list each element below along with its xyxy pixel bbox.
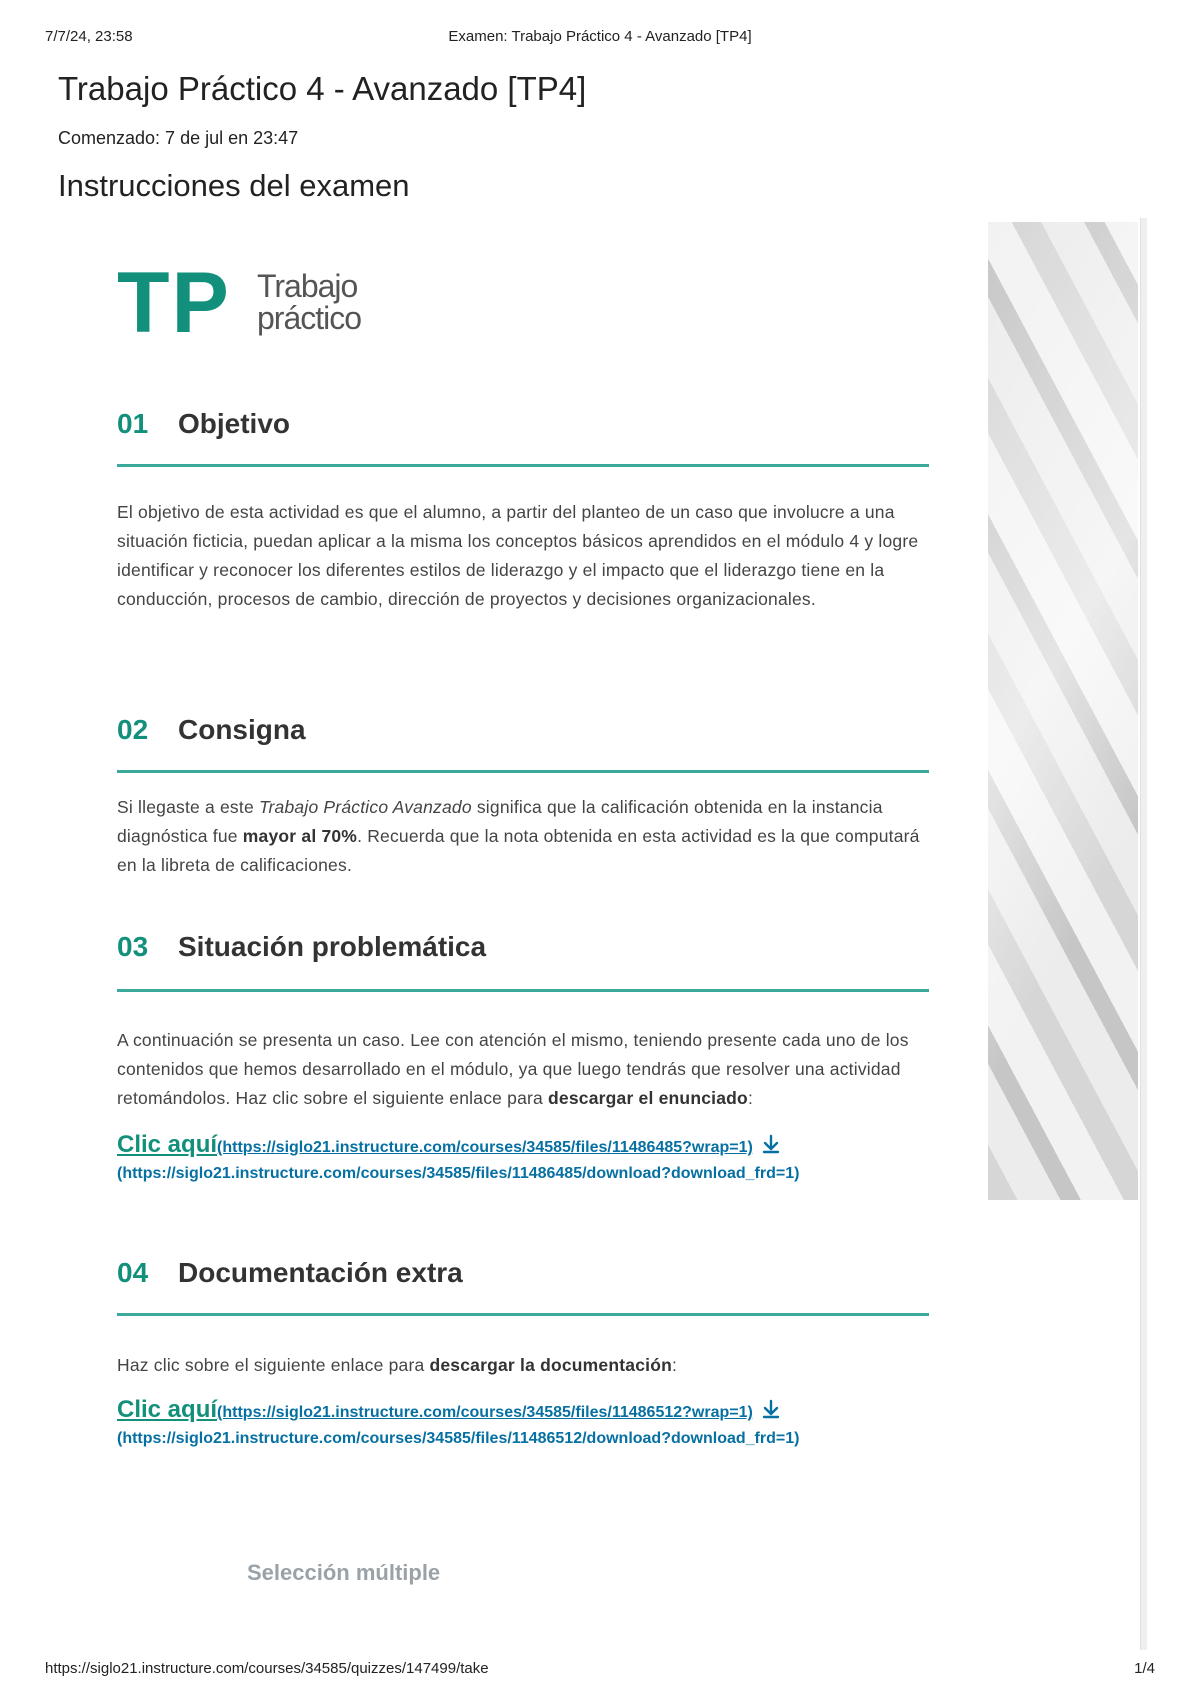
- section-header: [117, 408, 929, 442]
- section-text: [117, 793, 929, 880]
- documentacion-link-block: [117, 1396, 929, 1448]
- tp-logo-letters: TP: [117, 255, 231, 351]
- section-header: [117, 931, 929, 965]
- section-text: [117, 1026, 929, 1113]
- section-consigna: [117, 714, 929, 875]
- text-bold: descargar el enunciado: [548, 1088, 748, 1108]
- instructions-title: Instrucciones del examen: [58, 168, 410, 203]
- section-number: 03: [117, 931, 149, 962]
- text-part: :: [672, 1355, 678, 1375]
- started-timestamp: Comenzado: 7 de jul en 23:47: [58, 128, 299, 148]
- section-text: El objetivo de esta actividad es que el alumno, a partir del planteo de un caso que involucre a una situación ficticia, puedan aplicar a la misma los conceptos básicos aprendidos en el módulo 4 y logre identificar y reconocer los diferentes estilos de liderazgo y el impacto que el liderazgo tiene en la conducción, procesos de cambio, dirección de proyectos y decisiones organizacionales.: [117, 502, 919, 609]
- section-documentacion: [117, 1257, 929, 1447]
- text-italic: Trabajo Práctico Avanzado: [258, 797, 472, 817]
- section-header: [117, 1257, 929, 1291]
- section-title: Documentación extra: [178, 1257, 463, 1288]
- enunciado-link-block: [117, 1131, 929, 1183]
- section-divider: [117, 989, 929, 992]
- documentacion-link[interactable]: Clic aquí: [117, 1396, 218, 1423]
- enunciado-download-url[interactable]: (https://siglo21.instructure.com/courses/34585/files/11486485/download?download_frd=1): [117, 1165, 800, 1182]
- download-icon[interactable]: [761, 1134, 781, 1154]
- question-type-label: Selección múltiple: [247, 1560, 441, 1585]
- section-title: Consigna: [178, 714, 306, 745]
- section-divider: [117, 770, 929, 773]
- documentacion-link-url[interactable]: (https://siglo21.instructure.com/courses/34585/files/11486512?wrap=1): [217, 1404, 753, 1421]
- print-footer-url: https://siglo21.instructure.com/courses/34585/quizzes/147499/take: [45, 1660, 489, 1677]
- section-number: 02: [117, 714, 149, 745]
- tp-logo-line2: práctico: [257, 300, 362, 336]
- section-number: 04: [117, 1257, 149, 1288]
- print-date: 7/7/24, 23:58: [45, 28, 133, 45]
- section-title: Situación problemática: [178, 931, 487, 962]
- enunciado-link-url[interactable]: (https://siglo21.instructure.com/courses/34585/files/11486485?wrap=1): [217, 1139, 753, 1156]
- section-divider: [117, 1313, 929, 1316]
- text-part: Si llegaste a este: [117, 797, 259, 817]
- decorative-side-image: [988, 222, 1138, 1200]
- documentacion-download-url[interactable]: (https://siglo21.instructure.com/courses/34585/files/11486512/download?download_frd=1): [117, 1430, 800, 1447]
- section-objetivo: [117, 408, 929, 609]
- section-number: 01: [117, 408, 149, 439]
- text-part: significa que la calificación obtenida en la instancia diagnóstica fue: [117, 797, 883, 846]
- text-bold: descargar la documentación: [429, 1355, 672, 1375]
- section-situacion: [117, 931, 929, 1182]
- text-part: :: [747, 1088, 753, 1108]
- print-header: [45, 28, 1155, 50]
- tp-logo-line1: Trabajo: [257, 268, 358, 304]
- text-part: Haz clic sobre el siguiente enlace para: [117, 1355, 430, 1375]
- section-divider: [117, 464, 929, 467]
- section-text: [117, 1351, 929, 1380]
- text-bold: mayor al 70%: [242, 826, 358, 846]
- print-page-number: 1/4: [1134, 1660, 1155, 1677]
- text-part: . Recuerda que la nota obtenida en esta actividad es la que computará en la libreta de calificaciones.: [117, 826, 920, 875]
- scrollbar[interactable]: [1140, 218, 1147, 1650]
- text-part: A continuación se presenta un caso. Lee con atención el mismo, teniendo presente cada uno de los contenidos que hemos desarrollado en el módulo, ya que luego tendrás que resolver una actividad retomándolos. Haz clic sobre el siguiente enlace para: [117, 1030, 909, 1108]
- download-icon[interactable]: [761, 1399, 781, 1419]
- section-title: Objetivo: [178, 408, 291, 439]
- print-document-title: Examen: Trabajo Práctico 4 - Avanzado [TP4]: [448, 28, 752, 45]
- section-header: [117, 714, 929, 748]
- enunciado-link[interactable]: Clic aquí: [117, 1131, 218, 1158]
- tp-logo-word: [257, 270, 457, 334]
- page-title: Trabajo Práctico 4 - Avanzado [TP4]: [58, 70, 587, 107]
